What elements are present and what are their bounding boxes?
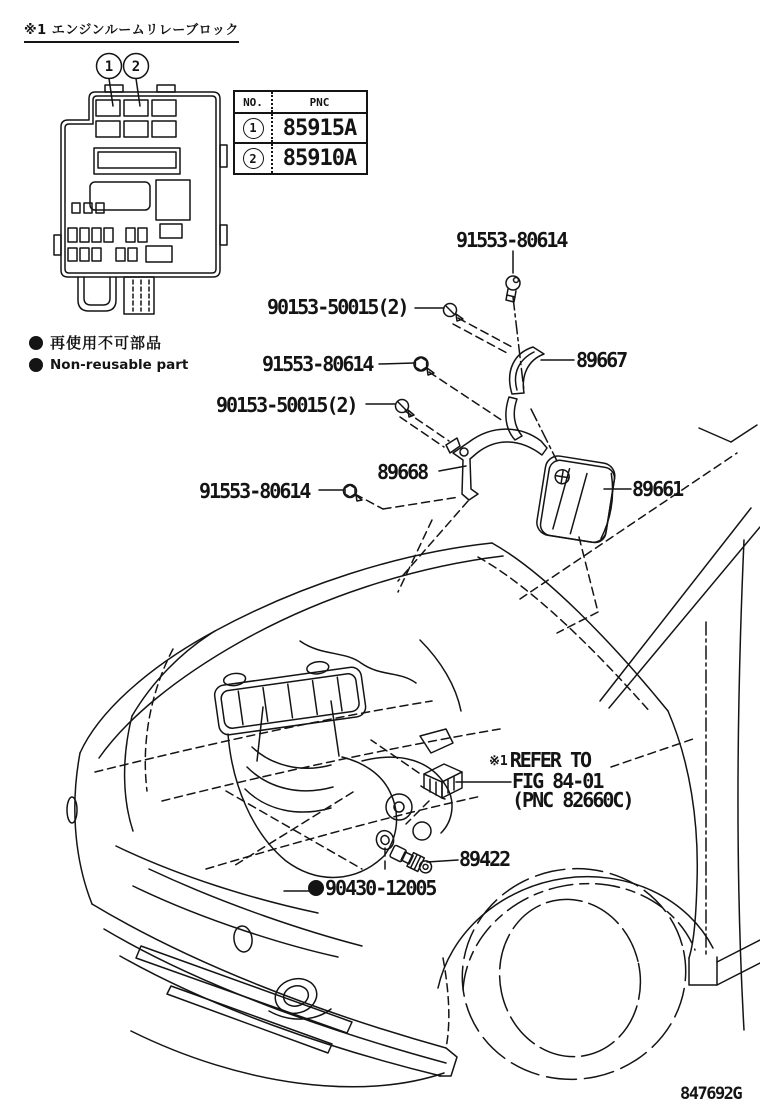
- row-callout-number: 1: [243, 118, 264, 139]
- non-reusable-dot-icon: [29, 358, 43, 372]
- legend-jp-label: 再使用不可部品: [50, 334, 163, 352]
- refer-note-line2: FIG 84-01: [512, 768, 603, 793]
- row-callout-number: 2: [243, 148, 264, 169]
- engine-drawing: [212, 640, 461, 877]
- table-row: [235, 144, 366, 173]
- refer-note: [489, 748, 633, 812]
- pnc-value: 85915A: [282, 115, 357, 141]
- ecu-89661-drawing: [535, 454, 618, 544]
- refer-note-mark: ※1: [489, 754, 508, 769]
- non-reusable-dot-icon: [29, 336, 43, 350]
- pnc-table: [233, 90, 368, 175]
- callout-balloons: [97, 54, 149, 107]
- non-reusable-dot-icon: [308, 880, 324, 896]
- part-label-bracket-89667: 89667: [576, 348, 627, 372]
- pnc-table-col-no: NO.: [235, 92, 273, 112]
- part-label-bracket-89668: 89668: [377, 460, 428, 484]
- part-label-screw-upper: 90153-50015(2): [267, 295, 408, 319]
- part-label-bolt-top: 91553-80614: [456, 228, 567, 252]
- bracket-89668-drawing: [446, 429, 547, 500]
- figure-code: 847692G: [680, 1084, 742, 1104]
- car-body-drawing: [67, 425, 760, 1087]
- part-label-bolt-mid: 91553-80614: [262, 352, 373, 376]
- figure-title-note: ※1 エンジンルームリレーブロック: [24, 19, 239, 43]
- bolt-bottom-glyph: [344, 485, 363, 502]
- bracket-89667-drawing: [506, 347, 544, 440]
- sensor-89422-drawing: [389, 844, 434, 876]
- part-label-screw-lower: 90153-50015(2): [216, 393, 357, 417]
- part-label-grommet-screw: [308, 876, 435, 900]
- refer-note-line3: (PNC 82660C): [512, 788, 633, 812]
- relay-grid: [96, 100, 176, 137]
- part-label-sensor-89422: 89422: [459, 847, 510, 871]
- wheel-drawing: [438, 848, 713, 1100]
- part-label-ecu-89661: 89661: [632, 477, 683, 501]
- callout-2: 2: [131, 59, 141, 75]
- pnc-table-header: [235, 92, 366, 114]
- table-row: [235, 114, 366, 144]
- legend-row-jp: [29, 332, 188, 353]
- legend: [29, 332, 188, 377]
- refer-note-text1: REFER TO: [509, 748, 591, 772]
- grommet-part-number: 90430-12005: [325, 876, 436, 900]
- pnc-value: 85910A: [282, 146, 357, 171]
- pnc-table-col-pnc: PNC: [309, 95, 330, 109]
- callout-1: 1: [104, 59, 114, 75]
- relay-block-drawing: [54, 85, 227, 314]
- part-label-bolt-bottom: 91553-80614: [199, 479, 310, 503]
- bolt-mid-glyph: [414, 357, 434, 375]
- legend-en-label: Non-reusable part: [50, 357, 189, 373]
- legend-row-en: [29, 357, 188, 373]
